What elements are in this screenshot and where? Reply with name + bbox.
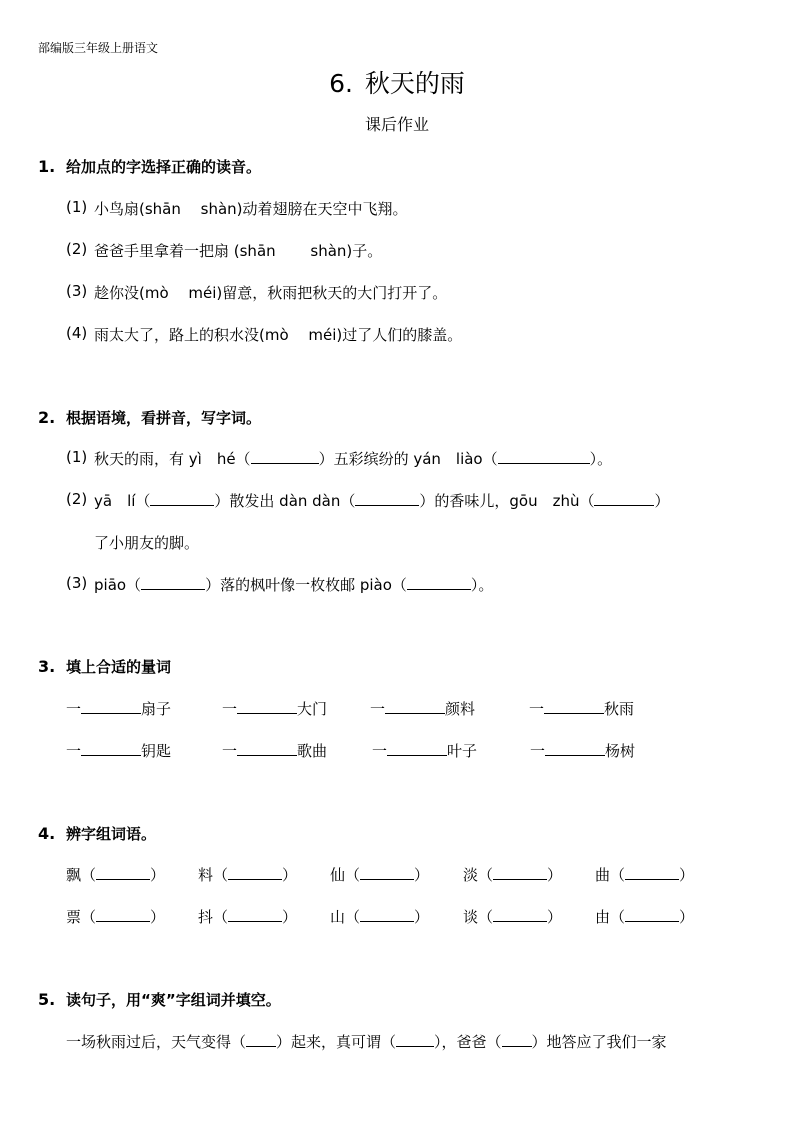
q2-number: 2. [38,408,56,427]
q5-sentence: 一场秋雨过后，天气变得（ ）起来，真可谓（ ），爸爸（ ）地答应了我们一家 [66,1033,667,1051]
word-blank[interactable] [228,865,282,880]
word-blank[interactable] [360,865,414,880]
measure-word-blank[interactable] [385,699,445,714]
q4-item: 曲（ ） [595,866,695,884]
q2-line-2-continued: 了小朋友的脚。 [94,534,200,552]
measure-word-blank[interactable] [387,741,447,756]
q2-line-text: 秋天的雨，有 yì hé（ ）五彩缤纷的 yán liào（ ）。 [94,450,613,468]
q1-item-text: 趁你没(mò méi)留意，秋雨把秋天的大门打开了。 [94,284,448,302]
measure-word-blank[interactable] [81,741,141,756]
q3-title: 填上合适的量词 [66,658,172,676]
q5-number: 5. [38,990,56,1009]
q1-item-index: (3) [66,282,88,300]
answer-blank[interactable] [246,1032,276,1047]
measure-word-blank[interactable] [544,699,604,714]
answer-blank[interactable] [502,1032,532,1047]
q4-item: 票（ ） [66,908,166,926]
q1-item-index: (1) [66,198,88,216]
q4-item: 抖（ ） [198,908,298,926]
q2-title: 根据语境，看拼音，写字词。 [66,409,262,427]
word-blank[interactable] [96,907,150,922]
q3-row: 一 叶子 [372,742,478,760]
q3-heading [38,656,171,677]
word-blank[interactable] [228,907,282,922]
q2-heading [38,407,261,428]
q1-number: 1. [38,157,56,176]
q1-item-text: 小鸟扇(shān shàn)动着翅膀在天空中飞翔。 [94,200,408,218]
q4-item: 飘（ ） [66,866,166,884]
q2-line-index: (1) [66,448,88,466]
lesson-title-text: 秋天的雨 [364,69,465,98]
q2-line-text: yā lí（ ）散发出 dàn dàn（ ）的香味儿，gōu zhù（ ） [94,492,670,510]
lesson-title [0,64,794,100]
q3-row: 一 扇子 [66,700,172,718]
word-blank[interactable] [625,865,679,880]
q4-item: 谈（ ） [463,908,563,926]
q3-row: 一 秋雨 [529,700,635,718]
page-header: 部编版三年级上册语文 [38,41,159,55]
answer-blank[interactable] [150,491,214,506]
measure-word-blank[interactable] [81,699,141,714]
q5-title: 读句子，用“爽”字组词并填空。 [66,991,281,1009]
q2-line-index: (3) [66,574,88,592]
word-blank[interactable] [625,907,679,922]
q1-heading [38,156,261,177]
word-blank[interactable] [493,865,547,880]
q4-heading [38,823,156,844]
q4-number: 4. [38,824,56,843]
word-blank[interactable] [493,907,547,922]
q4-item: 仙（ ） [330,866,430,884]
q4-title: 辨字组词语。 [66,825,157,843]
q1-item-text: 雨太大了，路上的积水没(mò méi)过了人们的膝盖。 [94,326,463,344]
answer-blank[interactable] [141,575,205,590]
measure-word-blank[interactable] [237,741,297,756]
q2-line-index: (2) [66,490,88,508]
answer-blank[interactable] [407,575,471,590]
lesson-number: 6. [329,69,353,98]
q1-item-text: 爸爸手里拿着一把扇 (shān shàn)子。 [94,242,383,260]
answer-blank[interactable] [498,449,590,464]
q1-title: 给加点的字选择正确的读音。 [66,158,262,176]
q1-item-index: (4) [66,324,88,342]
answer-blank[interactable] [251,449,319,464]
q4-item: 山（ ） [330,908,430,926]
measure-word-blank[interactable] [545,741,605,756]
q2-line-text: piāo（ ）落的枫叶像一枚枚邮 piào（ ）。 [94,576,494,594]
q1-item-index: (2) [66,240,88,258]
answer-blank[interactable] [594,491,654,506]
answer-blank[interactable] [355,491,419,506]
word-blank[interactable] [360,907,414,922]
q3-number: 3. [38,657,56,676]
q4-item: 料（ ） [198,866,298,884]
q3-row: 一 歌曲 [222,742,328,760]
q3-row: 一 颜料 [370,700,476,718]
q5-heading [38,989,281,1010]
lesson-subtitle: 课后作业 [364,115,429,134]
q4-item: 淡（ ） [463,866,563,884]
q3-row: 一 大门 [222,700,328,718]
q3-row: 一 钥匙 [66,742,172,760]
q3-row: 一 杨树 [530,742,636,760]
measure-word-blank[interactable] [237,699,297,714]
q4-item: 由（ ） [595,908,695,926]
word-blank[interactable] [96,865,150,880]
answer-blank[interactable] [396,1032,434,1047]
